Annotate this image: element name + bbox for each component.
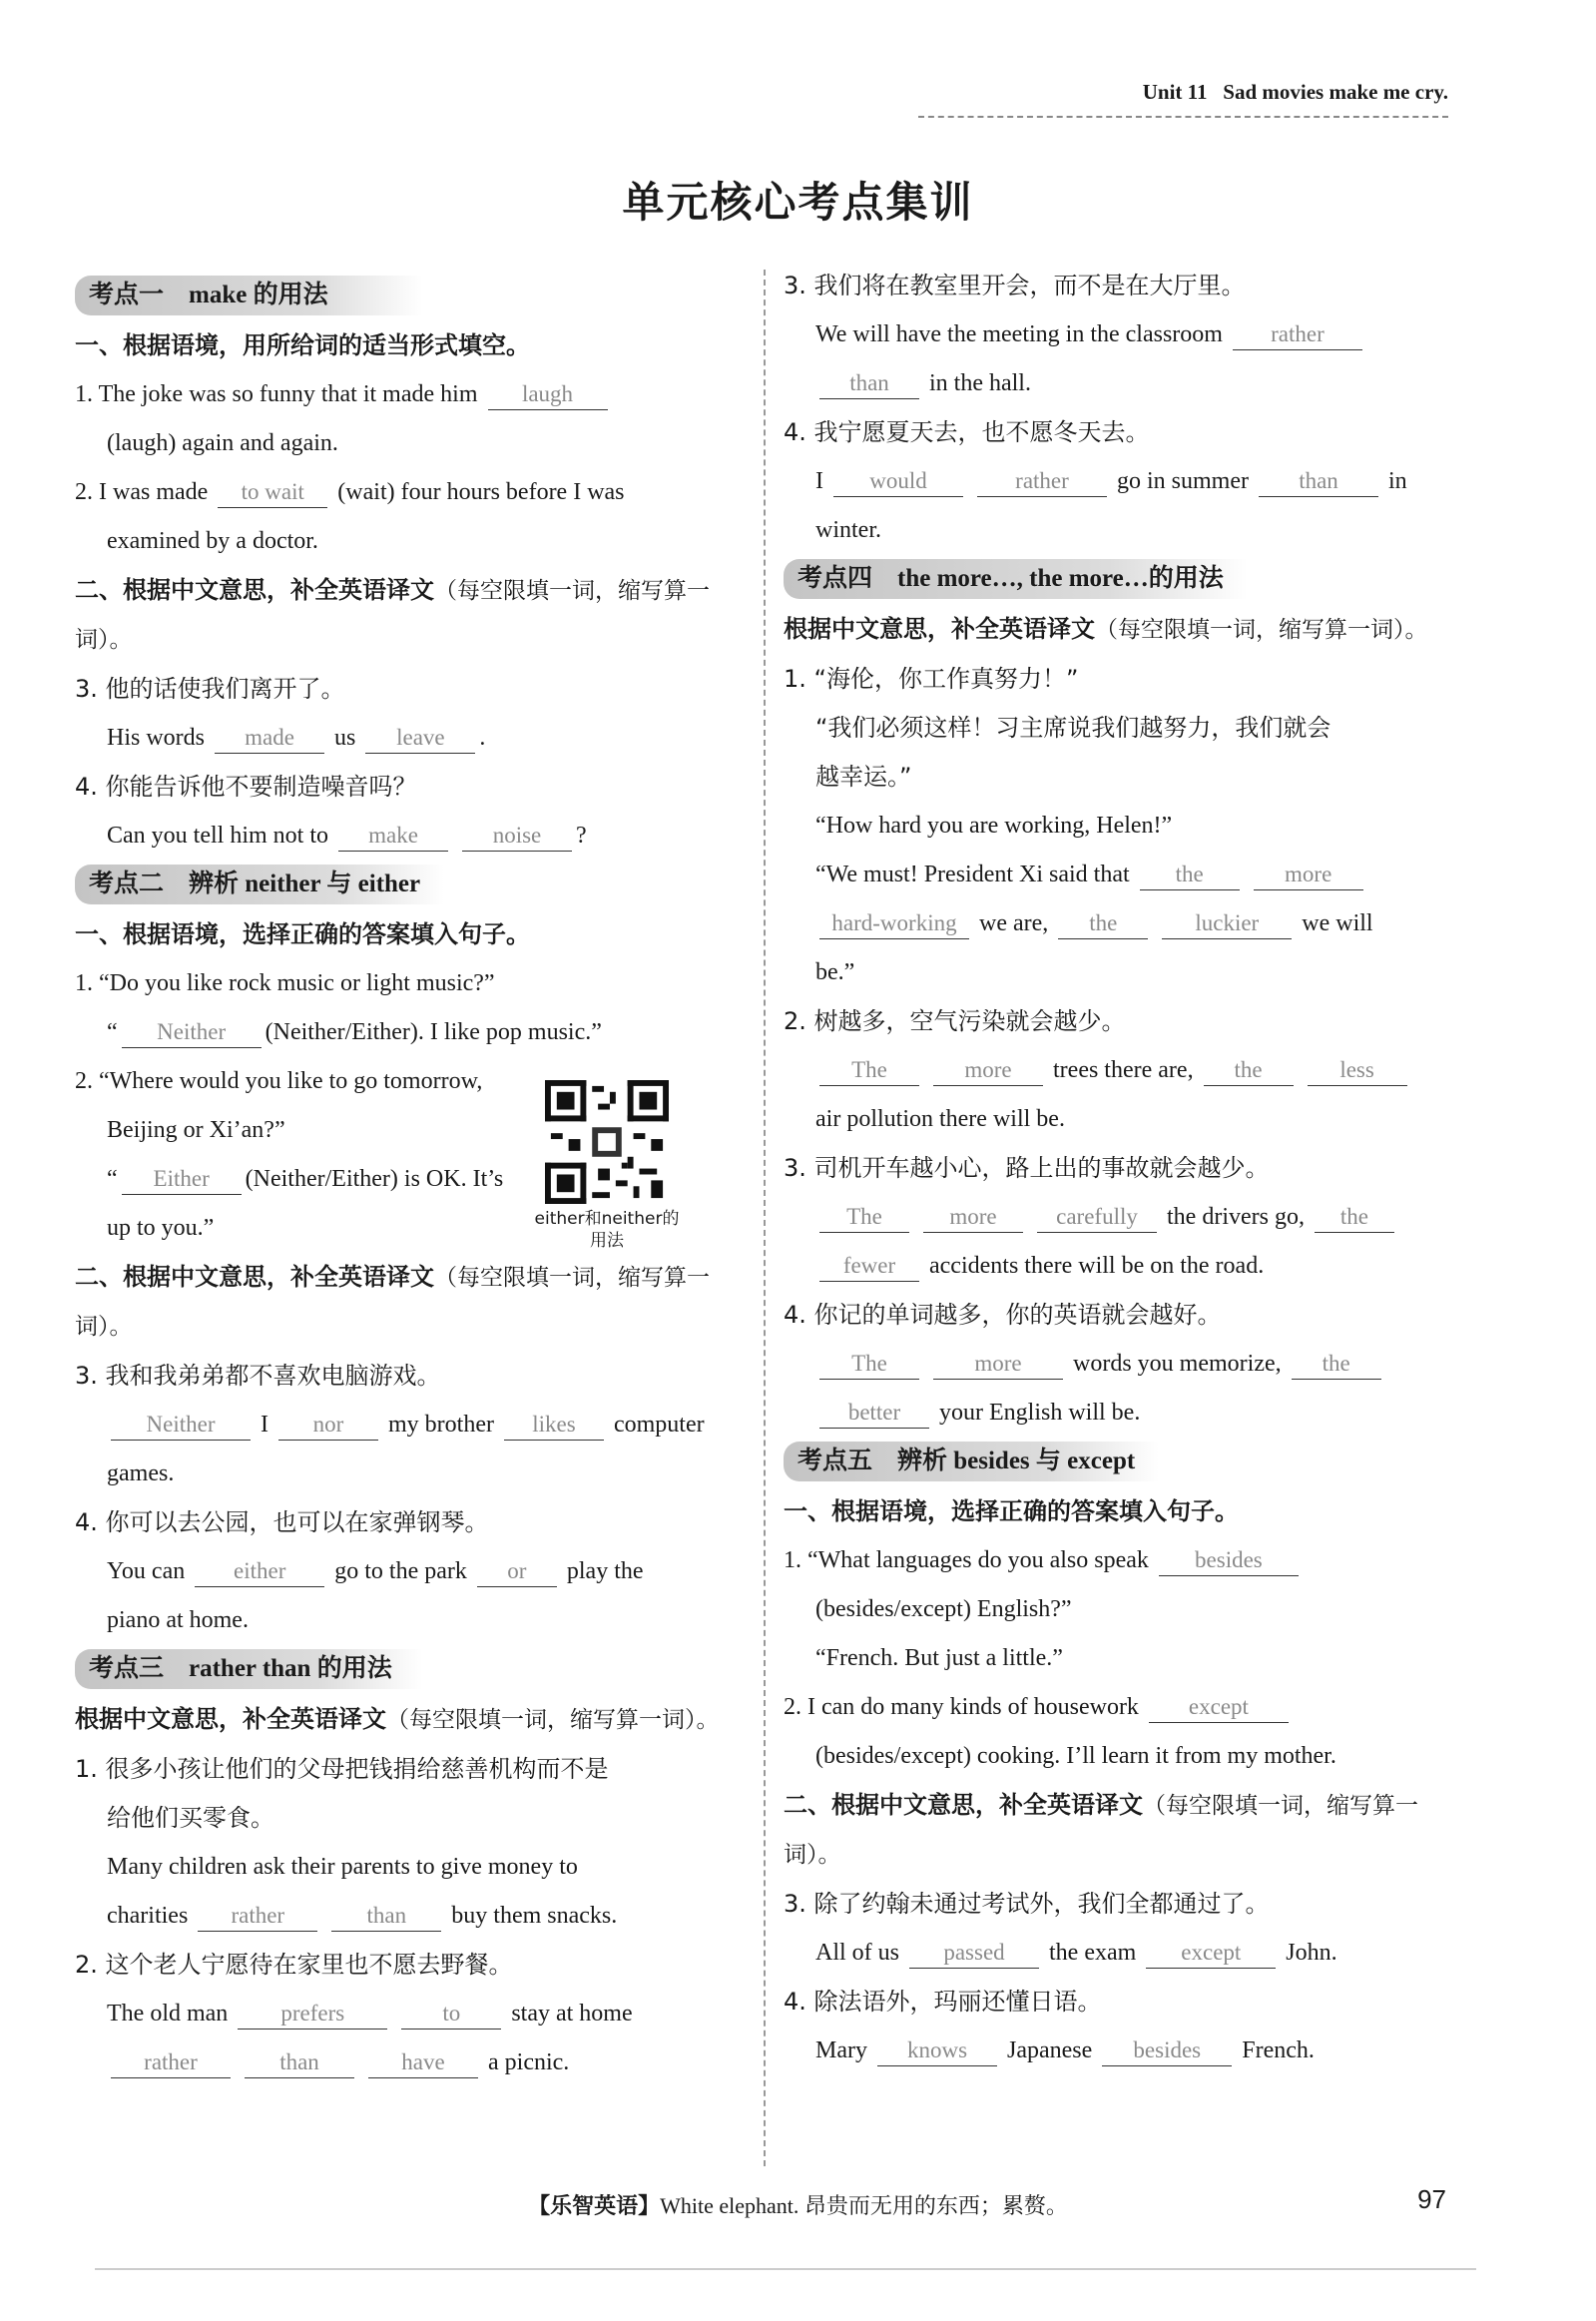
answer-blank[interactable]: the <box>1140 860 1240 890</box>
answer-blank[interactable]: rather <box>111 2047 231 2078</box>
answer-blank[interactable]: except <box>1149 1692 1289 1723</box>
header-divider <box>918 116 1448 118</box>
qr-code-icon[interactable] <box>545 1080 669 1204</box>
section-heading-neither-either: 考点二 辨析 neither 与 either <box>75 865 444 904</box>
answer-blank[interactable]: except <box>1146 1938 1276 1969</box>
footer-brand: 【乐智英语】 <box>528 2194 661 2219</box>
answer-blank[interactable]: rather <box>1233 319 1362 350</box>
answer-blank[interactable]: to <box>401 1999 501 2030</box>
answer-blank[interactable]: than <box>1259 466 1378 497</box>
answer-blank[interactable]: likes <box>504 1410 604 1441</box>
unit-label: Unit 11 <box>1142 80 1208 104</box>
answer-blank[interactable]: The <box>819 1055 919 1086</box>
answer-blank[interactable]: than <box>331 1901 441 1932</box>
answer-blank[interactable]: The <box>819 1202 909 1233</box>
answer-blank[interactable]: than <box>245 2047 354 2078</box>
subsection-heading: 二、根据中文意思，补全英语译文（每空限填一词，缩写算一词）。 <box>784 1791 1418 1868</box>
question-1: 1. The joke was so funny that it made him laugh <box>75 370 744 419</box>
answer-blank[interactable]: fewer <box>819 1251 919 1282</box>
answer-blank[interactable]: Neither <box>122 1017 262 1048</box>
answer-blank[interactable]: or <box>477 1556 557 1587</box>
unit-header <box>1143 80 1448 105</box>
bottom-rule <box>95 2268 1476 2270</box>
answer-blank[interactable]: carefully <box>1037 1202 1157 1233</box>
answer-blank[interactable]: the <box>1204 1055 1294 1086</box>
answer-blank[interactable]: rather <box>198 1901 317 1932</box>
answer-blank[interactable]: make <box>338 821 448 852</box>
subsection-heading: 一、根据语境，选择正确的答案填入句子。 <box>75 920 530 948</box>
answer-blank[interactable]: less <box>1308 1055 1407 1086</box>
subsection-heading: 根据中文意思，补全英语译文（每空限填一词，缩写算一词）。 <box>784 615 1428 643</box>
section-heading-make: 考点一 make 的用法 <box>75 276 422 315</box>
right-column: 3. 我们将在教室里开会，而不是在大厅里。 We will have the meeting in the classroom rather than in the hall. 4. 我宁愿夏天去，也不愿冬天去。 I would rather go in summer than in winter. 考点四 the more…, the more…的用法 根据中文意思，补全英语译文（每空限填一词，缩写算一词）。 1. “海伦，你工作真努力！” “我们必须这样！习主席说我们越努力，我们就会 越幸运。” “How hard you are working, Helen!” “We must! President Xi said that the more hard-working we are, the luckier we will be.” 2. 树越多，空气污染就会越少。 The more trees there are, the less air pollution there will be. 3. 司机开车越小心，路上出的事故就会越少。 The more carefully the drivers go, the fewer accidents there will be on the road. 4. 你记的单词越多，你的英语就会越好。 The more words you memorize, the better your English will be. 考点五 辨析 besides 与 except 一、根据语境，选择正确的答案填入句子。 1. “What languages do you also speak besides (besides/except) English?” “French. But just a little.” 2. I can do many kinds of housework except (besides/except) cooking. I’ll learn it from my mother. 二、根据中文意思，补全英语译文（每空限填一词，缩写算一词）。 3. 除了约翰未通过考试外，我们全都通过了。 All of us passed the exam except John. 4. 除法语外，玛丽还懂日语。 Mary knows Japanese besides French. <box>784 262 1452 2075</box>
page-title: 单元核心考点集训 <box>622 178 974 227</box>
answer-blank[interactable]: better <box>819 1398 929 1429</box>
subsection-heading: 二、根据中文意思，补全英语译文（每空限填一词，缩写算一词）。 <box>75 576 710 653</box>
subsection-heading: 一、根据语境，选择正确的答案填入句子。 <box>784 1497 1239 1525</box>
answer-blank[interactable]: the <box>1292 1349 1381 1380</box>
answer-blank[interactable]: rather <box>977 466 1107 497</box>
question-2: 2. I was made to wait (wait) four hours before I was <box>75 468 744 517</box>
answer-blank[interactable]: passed <box>909 1938 1039 1969</box>
question-4-zh: 4. 你能告诉他不要制造噪音吗？ <box>75 773 417 801</box>
footer <box>0 2189 1596 2220</box>
answer-blank[interactable]: made <box>215 723 324 754</box>
page-number: 97 <box>1417 2184 1446 2214</box>
answer-blank[interactable]: the <box>1315 1202 1394 1233</box>
answer-blank[interactable]: the <box>1058 908 1148 939</box>
question-4: Can you tell him not to make noise ? <box>75 812 744 861</box>
answer-blank[interactable]: more <box>933 1055 1043 1086</box>
answer-blank[interactable]: hard-working <box>819 908 969 939</box>
section-heading-the-more: 考点四 the more…, the more…的用法 <box>784 559 1248 599</box>
answer-blank[interactable]: laugh <box>488 379 608 410</box>
answer-blank[interactable]: noise <box>462 821 572 852</box>
answer-blank[interactable]: have <box>368 2047 478 2078</box>
answer-blank[interactable]: would <box>833 466 963 497</box>
answer-blank[interactable]: than <box>819 368 919 399</box>
answer-blank[interactable]: either <box>195 1556 324 1587</box>
section-heading-besides-except: 考点五 辨析 besides 与 except <box>784 1442 1159 1481</box>
answer-blank[interactable]: besides <box>1159 1545 1299 1576</box>
footer-text: White elephant. 昂贵而无用的东西；累赘。 <box>660 2193 1068 2218</box>
answer-blank[interactable]: more <box>923 1202 1023 1233</box>
answer-blank[interactable]: prefers <box>238 1999 387 2030</box>
question-3: His words made us leave . <box>75 714 744 763</box>
subsection-heading: 二、根据中文意思，补全英语译文（每空限填一词，缩写算一词）。 <box>75 1263 710 1340</box>
question-3-zh: 3. 他的话使我们离开了。 <box>75 675 345 703</box>
column-divider <box>764 270 766 2166</box>
answer-blank[interactable]: leave <box>365 723 475 754</box>
answer-blank[interactable]: nor <box>278 1410 378 1441</box>
answer-blank[interactable]: The <box>819 1349 919 1380</box>
answer-blank[interactable]: Either <box>122 1164 242 1195</box>
qr-caption: either和neither的用法 <box>534 1209 680 1251</box>
answer-blank[interactable]: knows <box>877 2035 997 2066</box>
answer-blank[interactable]: to wait <box>218 477 327 508</box>
unit-title: Sad movies make me cry. <box>1223 80 1448 104</box>
left-column: 考点一 make 的用法 一、根据语境，用所给词的适当形式填空。 1. The joke was so funny that it made him laugh (laugh) again and again. 2. I was made to wait (wait) four hours before I was examined by a doctor. 二、根据中文意思，补全英语译文（每空限填一词，缩写算一词）。 3. 他的话使我们离开了。 His words made us leave . 4. 你能告诉他不要制造噪音吗？ Can you tell him not to make noise ? 考点二 辨析 neither 与 either 一、根据语境，选择正确的答案填入句子。 1. “Do you like rock music or light music?” “ Neither (Neither/Either). I like pop music.” 2. “Where would you like to go tomorrow, Beijing or Xi’an?” “ Either (Neither/Either) is OK. It’s up to you.” 二、根据中文意思，补全英语译文（每空限填一词，缩写算一词）。 3. 我和我弟弟都不喜欢电脑游戏。 Neither I nor my brother likes computer games. 4. 你可以去公园，也可以在家弹钢琴。 You can either go to the park or play the piano at home. 考点三 rather than 的用法 根据中文意思，补全英语译文（每空限填一词，缩写算一词）。 1. 很多小孩让他们的父母把钱捐给慈善机构而不是 给他们买零食。 Many children ask their parents to give money to charities rather than buy them snacks. 2. 这个老人宁愿待在家里也不愿去野餐。 The old man prefers to stay at home rather than have a picnic. <box>75 272 744 2087</box>
answer-blank[interactable]: Neither <box>111 1410 251 1441</box>
answer-blank[interactable]: luckier <box>1162 908 1292 939</box>
answer-blank[interactable]: more <box>933 1349 1063 1380</box>
answer-blank[interactable]: more <box>1254 860 1363 890</box>
section-heading-rather-than: 考点三 rather than 的用法 <box>75 1649 422 1689</box>
answer-blank[interactable]: besides <box>1102 2035 1232 2066</box>
subsection-heading: 一、根据语境，用所给词的适当形式填空。 <box>75 331 530 359</box>
subsection-heading: 根据中文意思，补全英语译文（每空限填一词，缩写算一词）。 <box>75 1705 720 1733</box>
qr-block[interactable] <box>527 1080 687 1252</box>
